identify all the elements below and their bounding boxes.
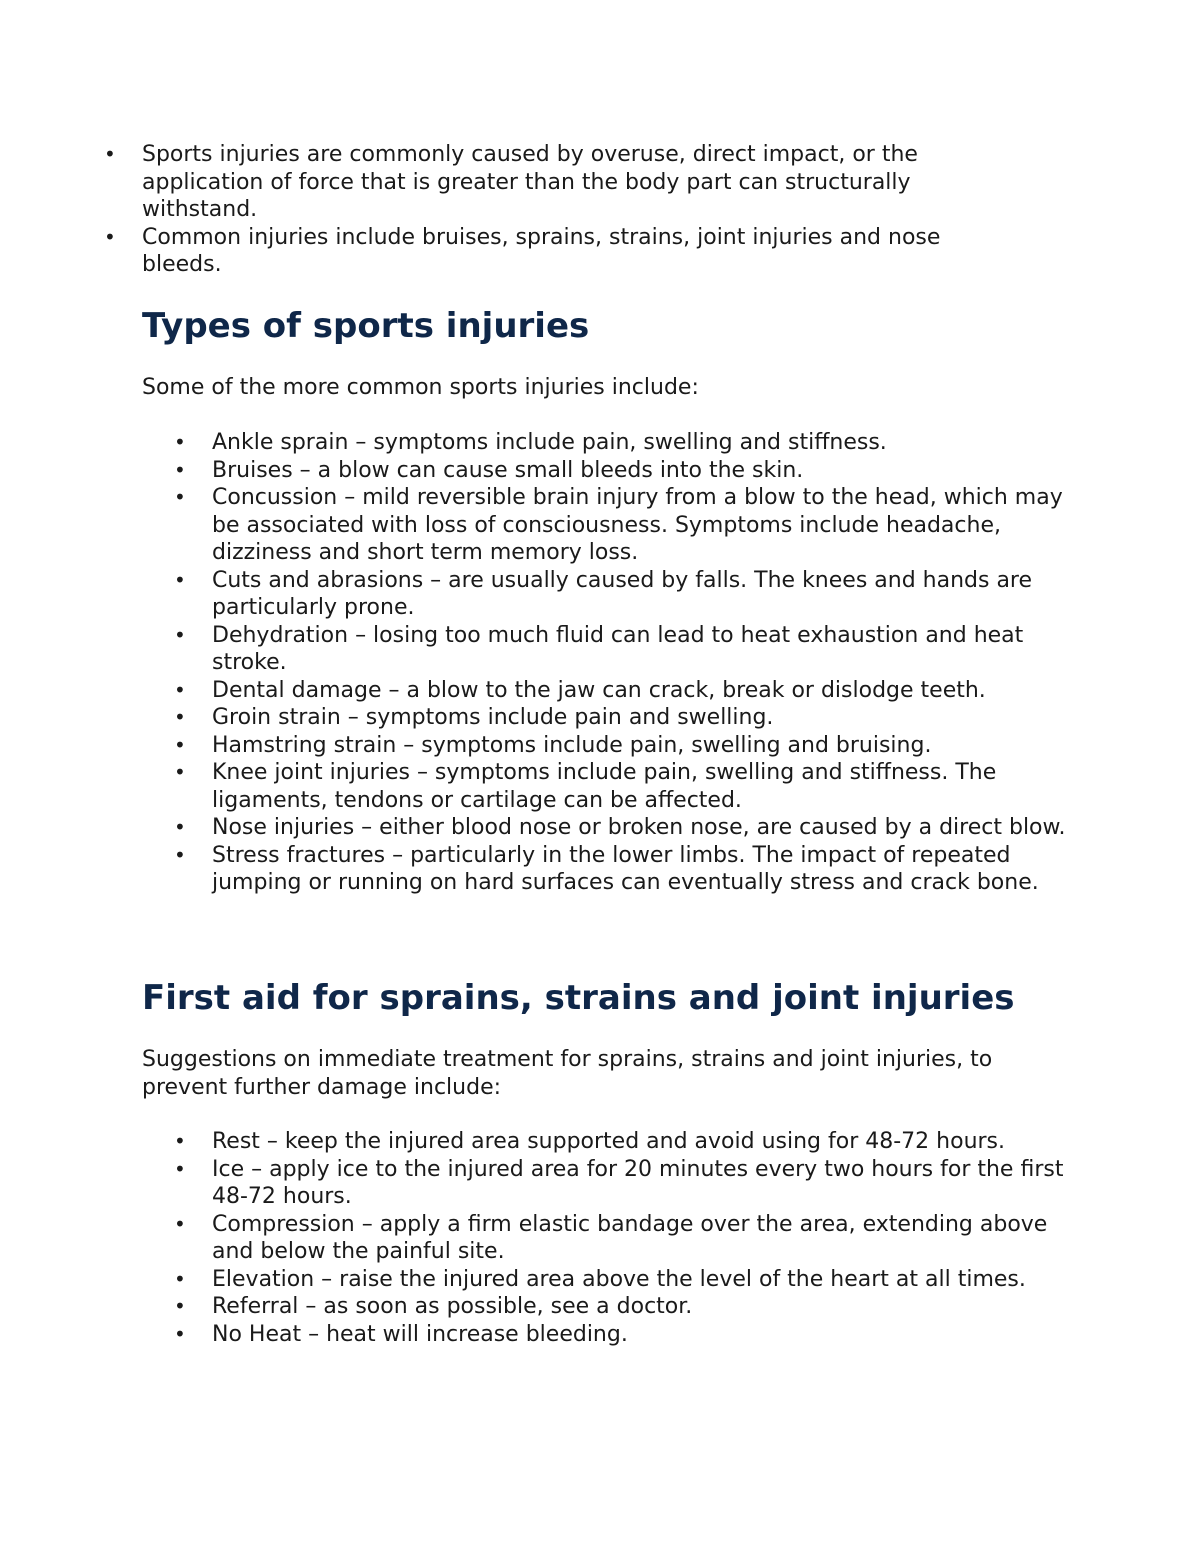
list-item (174, 677, 1072, 705)
first-aid-list (174, 1128, 1072, 1348)
list-item-text: Cuts and abrasions – are usually caused by falls. The knees and hands are particularly prone. (212, 567, 1033, 620)
section-intro-first-aid: Suggestions on immediate treatment for sprains, strains and joint injuries, to prevent further damage include: (142, 1047, 993, 1100)
bullet-icon: • (174, 1129, 186, 1153)
bullet-icon: • (174, 485, 186, 509)
bullet-icon: • (174, 815, 186, 839)
list-item-text: Knee joint injuries – symptoms include pain, swelling and stiffness. The ligaments, tendons or cartilage can be affected. (212, 760, 997, 813)
list-item (174, 1156, 1072, 1211)
list-item (174, 759, 1072, 814)
list-item-text: Referral – as soon as possible, see a doctor. (212, 1294, 693, 1319)
list-item (174, 814, 1072, 842)
list-item (174, 1128, 1072, 1156)
list-item (174, 622, 1072, 677)
list-item (174, 567, 1072, 622)
list-item (174, 429, 1072, 457)
list-item-text: Ice – apply ice to the injured area for 20 minutes every two hours for the first 48-72 hours. (212, 1156, 1064, 1209)
bullet-icon: • (174, 842, 186, 867)
list-item-text: Ankle sprain – symptoms include pain, swelling and stiffness. (212, 430, 887, 455)
list-item (174, 842, 1072, 897)
bullet-icon: • (174, 622, 186, 647)
list-item-text: Bruises – a blow can cause small bleeds into the skin. (212, 457, 804, 483)
bullet-icon: • (174, 732, 186, 757)
bullet-icon: • (174, 1321, 186, 1346)
list-item (174, 1321, 1072, 1349)
list-item (174, 1293, 1072, 1321)
bullet-icon: • (174, 705, 186, 729)
list-item (174, 704, 1072, 732)
bullet-icon: • (174, 1156, 186, 1181)
injury-types-list (174, 429, 1072, 897)
list-item (104, 141, 1022, 224)
section-heading-types: Types of sports injuries (142, 306, 590, 346)
list-item-text: Concussion – mild reversible brain injury from a blow to the head, which may be associated with loss of consciousness. Symptoms include headache, dizziness and short term memory loss. (212, 485, 1063, 565)
list-item-text: Stress fractures – particularly in the lower limbs. The impact of repeated jumping or running on hard surfaces can eventually stress and crack bone. (212, 842, 1039, 895)
list-item (174, 732, 1072, 760)
list-item-text: Dehydration – losing too much fluid can lead to heat exhaustion and heat stroke. (212, 622, 1024, 675)
list-item (174, 1211, 1072, 1266)
list-item (174, 484, 1072, 567)
list-item-text: Sports injuries are commonly caused by overuse, direct impact, or the application of force that is greater than the body part can structurally withstand. (142, 142, 918, 222)
bullet-icon: • (174, 1294, 186, 1318)
bullet-icon: • (174, 457, 186, 482)
list-item-text: Dental damage – a blow to the jaw can crack, break or dislodge teeth. (212, 677, 986, 703)
bullet-icon: • (174, 1211, 186, 1236)
list-item (174, 457, 1072, 485)
list-item (174, 1266, 1072, 1294)
bullet-icon: • (174, 760, 186, 784)
intro-bullet-list (104, 141, 1022, 279)
list-item (104, 224, 1022, 279)
bullet-icon: • (104, 142, 116, 166)
bullet-icon: • (174, 430, 186, 454)
section-intro-types: Some of the more common sports injuries include: (142, 375, 699, 400)
bullet-icon: • (174, 677, 186, 702)
list-item-text: Nose injuries – either blood nose or broken nose, are caused by a direct blow. (212, 815, 1066, 840)
bullet-icon: • (174, 1266, 186, 1291)
bullet-icon: • (174, 567, 186, 592)
list-item-text: Hamstring strain – symptoms include pain, swelling and bruising. (212, 732, 932, 758)
list-item-text: Elevation – raise the injured area above the level of the heart at all times. (212, 1266, 1026, 1292)
list-item-text: Compression – apply a firm elastic bandage over the area, extending above and below the painful site. (212, 1211, 1048, 1264)
bullet-icon: • (104, 224, 116, 249)
list-item-text: Groin strain – symptoms include pain and swelling. (212, 705, 774, 730)
list-item-text: Rest – keep the injured area supported and avoid using for 48-72 hours. (212, 1129, 1006, 1154)
section-heading-first-aid: First aid for sprains, strains and joint injuries (142, 978, 1015, 1018)
list-item-text: No Heat – heat will increase bleeding. (212, 1321, 628, 1347)
list-item-text: Common injuries include bruises, sprains, strains, joint injuries and nose bleeds. (142, 224, 941, 277)
